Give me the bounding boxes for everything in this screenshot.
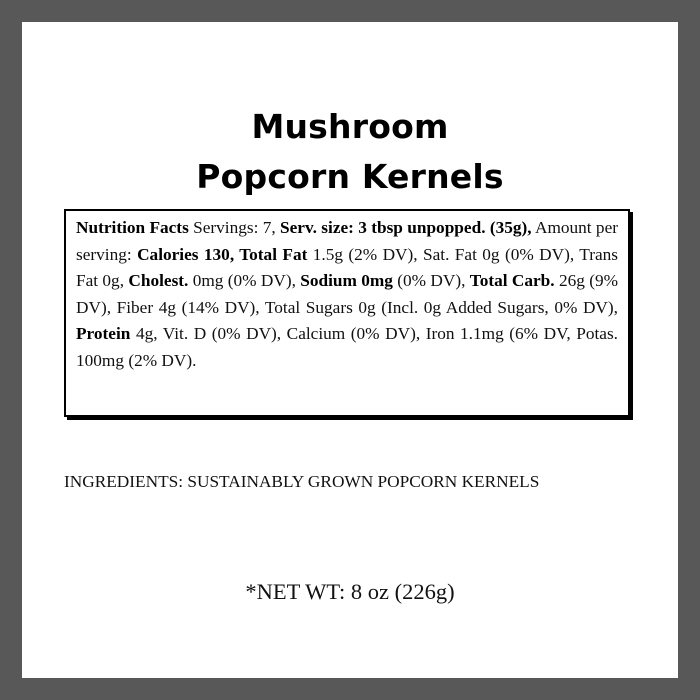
product-label-card: [22, 22, 678, 678]
net-weight: *NET WT: 8 oz (226g): [245, 579, 455, 604]
sodium-text: (0% DV),: [392, 271, 470, 291]
product-title: [22, 102, 678, 202]
ingredients-text: INGREDIENTS: SUSTAINABLY GROWN POPCORN KERNELS: [64, 472, 540, 491]
nutrition-heading: Nutrition Facts: [76, 218, 189, 237]
calories-label: Calories 130, Total Fat: [137, 244, 308, 264]
product-title-line1: Mushroom: [251, 107, 449, 146]
total-fat-text: 1.5g (2% DV), Sat. Fat 0g (0% DV), Trans Fat 0g,: [76, 244, 618, 291]
servings-text: Servings: 7,: [188, 218, 281, 237]
cholesterol-text: 0mg (0% DV),: [188, 271, 301, 291]
total-carb-text: 26g (9% DV), Fiber 4g (14% DV), Total Sugars 0g (Incl. 0g Added Sugars, 0% DV),: [76, 271, 619, 317]
nutrition-facts-panel: [64, 209, 630, 417]
sodium-label: Sodium 0mg: [300, 271, 393, 291]
product-title-line2: Popcorn Kernels: [196, 157, 504, 196]
protein-label: Protein: [76, 324, 131, 344]
cholesterol-label: Cholest.: [128, 271, 189, 291]
serving-size: Serv. size: 3 tbsp unpopped. (35g),: [280, 218, 532, 237]
amount-per-serving-text: Amount per serving:: [76, 218, 618, 264]
total-carb-label: Total Carb.: [469, 271, 555, 291]
protein-text: 4g, Vit. D (0% DV), Calcium (0% DV), Iron 1.1mg (6% DV, Potas. 100mg (2% DV).: [76, 324, 618, 370]
